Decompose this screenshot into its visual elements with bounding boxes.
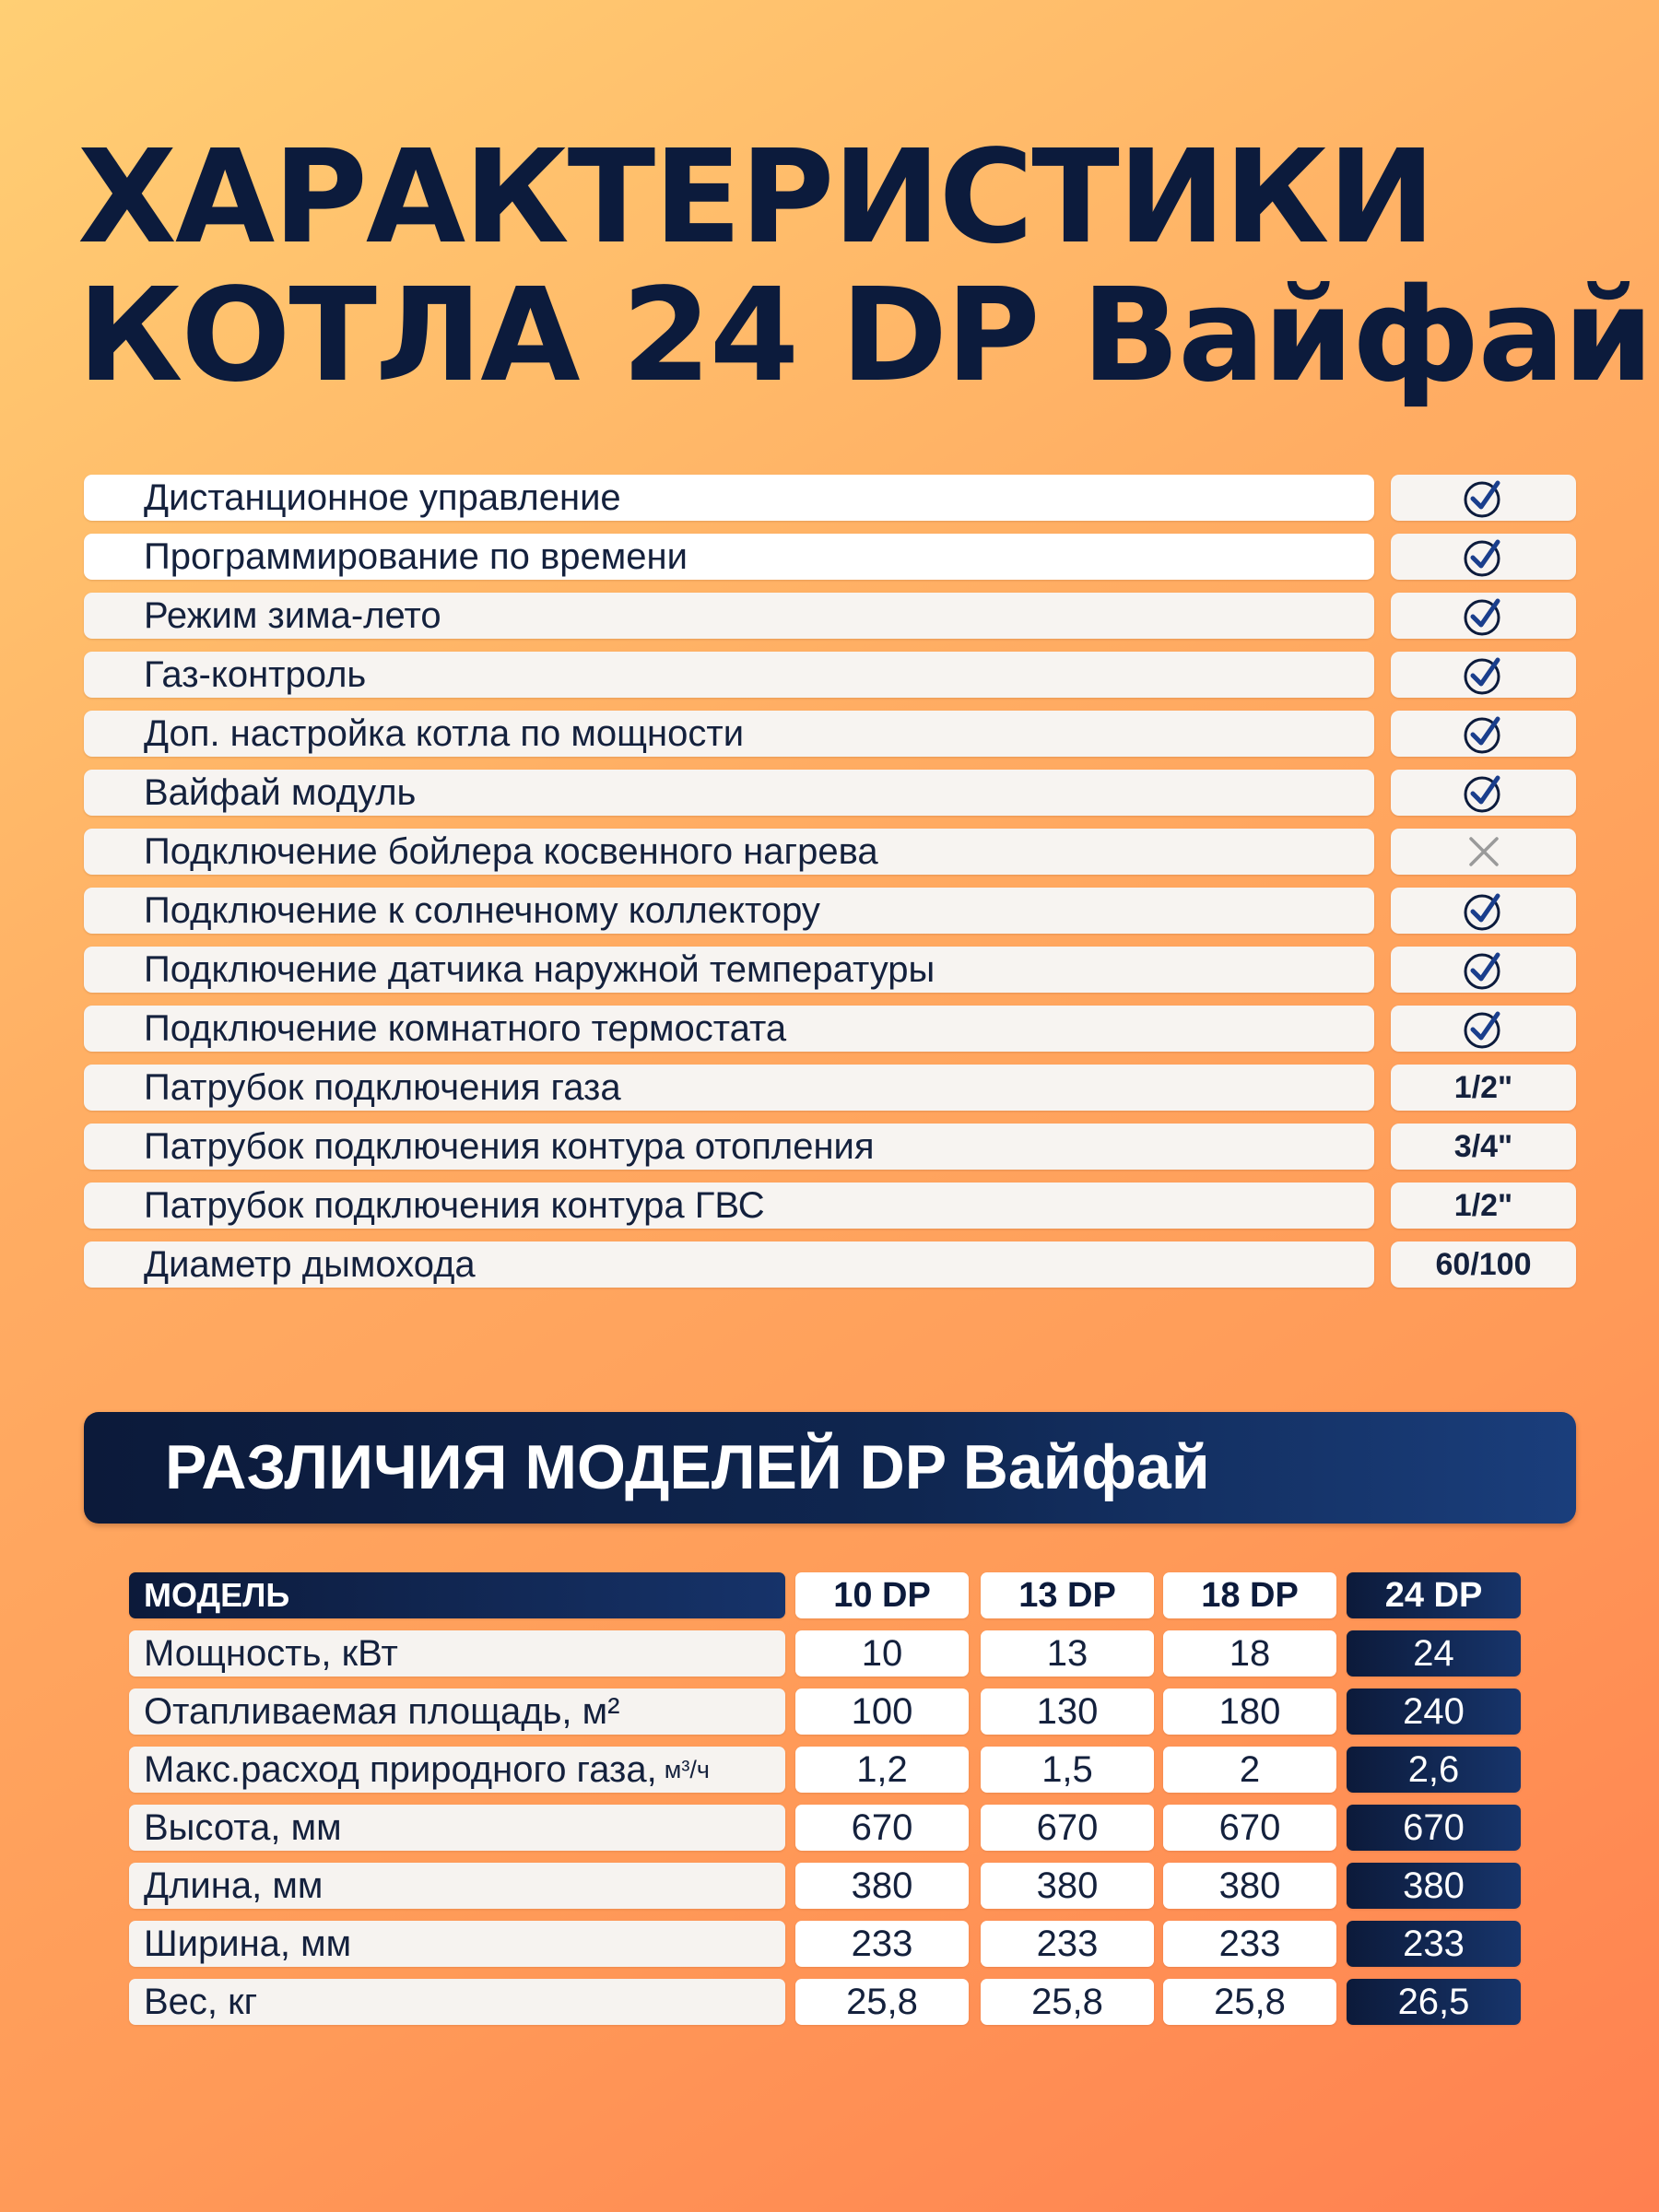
spec-value-cell [795,1747,969,1793]
spec-value-cell [1347,1863,1521,1909]
spec-label-cell [129,1630,785,1677]
spec-value-cell [981,1630,1154,1677]
spec-value-cell [981,1921,1154,1967]
models-banner-title: РАЗЛИЧИЯ МОДЕЛЕЙ DP Вайфай [165,1432,1210,1502]
feature-label-box [84,1241,1374,1288]
feature-label: Подключение датчика наружной температуры [144,949,935,990]
model-name-cell [1163,1572,1336,1618]
model-name: 24 DP [1384,1575,1483,1615]
feature-label-box [84,711,1374,757]
spec-value-cell [981,1805,1154,1851]
spec-label-cell [129,1979,785,2025]
spec-value-cell [1347,1979,1521,2025]
feature-label-box [84,1182,1374,1229]
feature-row [84,947,1576,993]
feature-label-box [84,770,1374,816]
feature-row [84,593,1576,639]
spec-value: 670 [851,1806,913,1848]
models-table [129,1572,1521,2037]
spec-value: 100 [851,1690,913,1732]
spec-value: 233 [851,1923,913,1964]
feature-row [84,829,1576,875]
feature-value-box [1391,1124,1576,1170]
feature-label-box [84,534,1374,580]
feature-label: Патрубок подключения контура ГВС [144,1185,765,1226]
feature-value-box [1391,1065,1576,1111]
spec-value: 233 [1036,1923,1099,1964]
spec-value: 380 [851,1865,913,1906]
spec-value: 233 [1218,1923,1281,1964]
feature-row [84,475,1576,521]
feature-value-box [1391,1241,1576,1288]
check-circle-icon [1461,711,1507,757]
feature-row [84,770,1576,816]
spec-value-cell [981,1747,1154,1793]
spec-value-cell [1163,1863,1336,1909]
feature-label: Патрубок подключения контура отопления [144,1126,875,1167]
spec-value: 18 [1229,1632,1271,1674]
spec-label-cell [129,1747,785,1793]
spec-value: 2 [1239,1748,1261,1790]
spec-value: 1,5 [1041,1748,1093,1790]
feature-row [84,711,1576,757]
feature-row [84,1065,1576,1111]
feature-value-box [1391,947,1576,993]
models-data-row [129,1921,1521,1967]
features-list [84,475,1576,1300]
feature-value-box [1391,888,1576,934]
spec-label: Ширина, мм [144,1923,352,1964]
spec-value: 24 [1413,1632,1454,1674]
feature-value: 1/2" [1453,1069,1513,1105]
spec-value-cell [1163,1688,1336,1735]
spec-value-cell [1347,1921,1521,1967]
cross-icon [1465,833,1502,870]
models-data-row [129,1688,1521,1735]
spec-value: 670 [1036,1806,1099,1848]
feature-label-box [84,593,1374,639]
model-header-label: МОДЕЛЬ [144,1576,290,1614]
spec-value: 10 [861,1632,903,1674]
feature-row [84,652,1576,698]
feature-value: 3/4" [1453,1128,1513,1164]
feature-value-box [1391,711,1576,757]
model-name: 18 DP [1201,1575,1299,1615]
check-circle-icon [1461,475,1507,521]
spec-value-cell [1163,1630,1336,1677]
spec-value-cell [1347,1805,1521,1851]
spec-value-cell [1347,1630,1521,1677]
spec-value-cell [795,1805,969,1851]
spec-unit: м³/ч [664,1755,710,1783]
models-header-row [129,1572,1521,1618]
feature-row [84,888,1576,934]
spec-value-cell [1347,1688,1521,1735]
spec-value-cell [1163,1747,1336,1793]
feature-label-box [84,947,1374,993]
feature-value-box [1391,829,1576,875]
spec-label: Макс.расход природного газа, [144,1748,657,1790]
feature-row [84,1182,1576,1229]
feature-label-box [84,1006,1374,1052]
spec-value: 670 [1218,1806,1281,1848]
models-data-row [129,1863,1521,1909]
spec-value: 25,8 [1031,1981,1103,2022]
check-circle-icon [1461,534,1507,580]
feature-label-box [84,829,1374,875]
spec-label: Высота, мм [144,1806,342,1848]
spec-label: Вес, кг [144,1981,258,2022]
spec-value: 380 [1036,1865,1099,1906]
feature-label-box [84,1124,1374,1170]
feature-row [84,1124,1576,1170]
model-name-cell [1347,1572,1521,1618]
models-banner [84,1412,1576,1524]
feature-value: 60/100 [1435,1246,1532,1282]
spec-label-cell [129,1805,785,1851]
model-name: 13 DP [1018,1575,1116,1615]
page-title [77,123,1653,411]
feature-value-box [1391,534,1576,580]
spec-value: 670 [1403,1806,1465,1848]
check-circle-icon [1461,593,1507,639]
model-name: 10 DP [833,1575,931,1615]
spec-value: 25,8 [1214,1981,1286,2022]
spec-value-cell [1163,1805,1336,1851]
models-data-row [129,1805,1521,1851]
spec-value-cell [1163,1979,1336,2025]
spec-value-cell [795,1921,969,1967]
spec-label-cell [129,1863,785,1909]
feature-value-box [1391,652,1576,698]
spec-value: 240 [1403,1690,1465,1732]
check-circle-icon [1461,888,1507,934]
page-title-line2: КОТЛА 24 DP Вайфай [77,261,1653,411]
spec-value-cell [1163,1921,1336,1967]
feature-label-box [84,1065,1374,1111]
spec-value: 1,2 [856,1748,908,1790]
check-circle-icon [1461,1006,1507,1052]
feature-label: Доп. настройка котла по мощности [144,713,745,754]
feature-label: Режим зима-лето [144,595,441,636]
feature-row [84,1241,1576,1288]
feature-label: Подключение бойлера косвенного нагрева [144,831,878,872]
feature-row [84,1006,1576,1052]
feature-label: Патрубок подключения газа [144,1067,621,1108]
spec-label-cell [129,1688,785,1735]
spec-value-cell [795,1979,969,2025]
feature-value-box [1391,770,1576,816]
spec-value-cell [795,1863,969,1909]
page-title-line1: ХАРАКТЕРИСТИКИ [77,123,1434,273]
spec-value-cell [1347,1747,1521,1793]
models-data-row [129,1747,1521,1793]
spec-value: 130 [1036,1690,1099,1732]
feature-label: Подключение к солнечному коллектору [144,890,820,931]
spec-value: 380 [1218,1865,1281,1906]
spec-label: Отапливаемая площадь, м² [144,1690,620,1732]
feature-label-box [84,475,1374,521]
spec-value: 26,5 [1397,1981,1470,2022]
model-name-cell [795,1572,969,1618]
feature-value: 1/2" [1453,1187,1513,1223]
model-header-cell [129,1572,785,1618]
spec-value: 180 [1218,1690,1281,1732]
spec-value: 25,8 [846,1981,918,2022]
feature-label: Программирование по времени [144,536,688,577]
models-data-row [129,1979,1521,2025]
feature-value-box [1391,1006,1576,1052]
model-name-cell [981,1572,1154,1618]
spec-value-cell [795,1688,969,1735]
models-data-row [129,1630,1521,1677]
feature-label: Дистанционное управление [144,477,621,518]
spec-value-cell [795,1630,969,1677]
spec-label-cell [129,1921,785,1967]
feature-label: Диаметр дымохода [144,1244,476,1285]
feature-row [84,534,1576,580]
spec-value-cell [981,1979,1154,2025]
feature-label: Подключение комнатного термостата [144,1008,787,1049]
spec-label: Длина, мм [144,1865,324,1906]
check-circle-icon [1461,770,1507,816]
spec-label: Мощность, кВт [144,1632,398,1674]
spec-value: 13 [1046,1632,1088,1674]
check-circle-icon [1461,652,1507,698]
feature-label: Газ-контроль [144,654,367,695]
check-circle-icon [1461,947,1507,993]
feature-value-box [1391,1182,1576,1229]
feature-label: Вайфай модуль [144,772,417,813]
spec-value-cell [981,1863,1154,1909]
spec-value-cell [981,1688,1154,1735]
feature-label-box [84,652,1374,698]
spec-value: 380 [1403,1865,1465,1906]
spec-value: 233 [1403,1923,1465,1964]
feature-value-box [1391,475,1576,521]
feature-label-box [84,888,1374,934]
spec-value: 2,6 [1407,1748,1460,1790]
feature-value-box [1391,593,1576,639]
